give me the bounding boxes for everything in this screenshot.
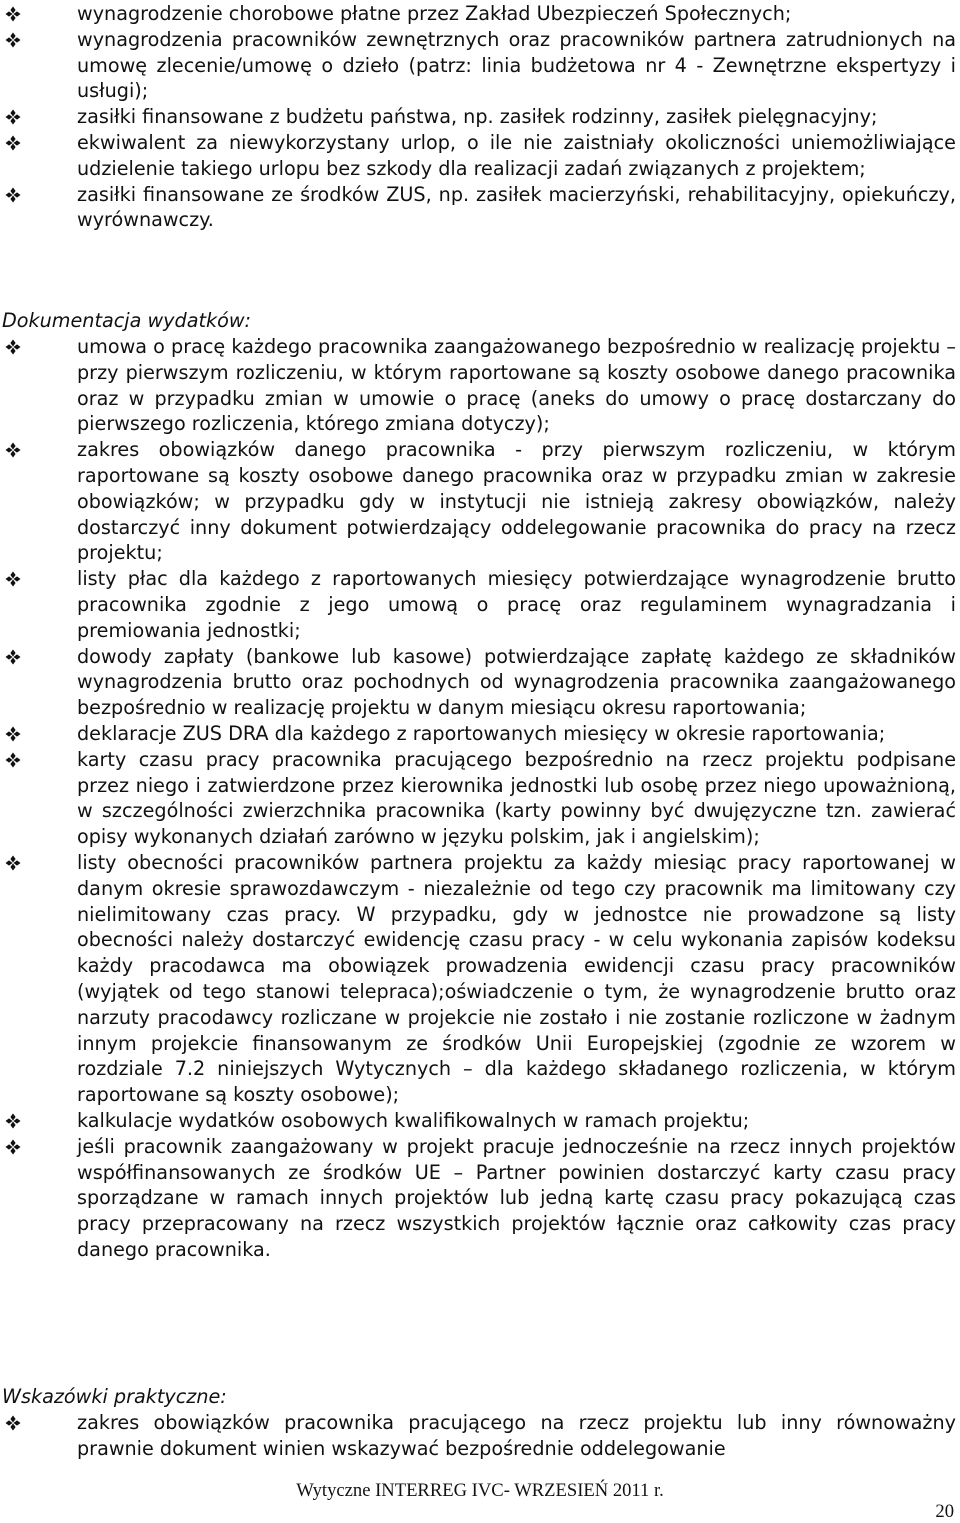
list-item-text: listy płac dla każdego z raportowanych miesięcy potwierdzające wynagrodzenie brutto pracownika zgodnie z jego umową o pracę oraz regulaminem wynagradzania i premiowania jednostki; <box>77 567 956 642</box>
four-diamond-bullet-icon <box>5 649 21 665</box>
four-diamond-bullet-icon <box>5 571 21 587</box>
four-diamond-bullet-icon <box>5 135 21 151</box>
four-diamond-bullet-icon <box>5 442 21 458</box>
list-item-text: zakres obowiązków danego pracownika - przy pierwszym rozliczeniu, w którym raportowane są koszty osobowe danego pracownika oraz w przypadku zmian w zakresie obowiązków; w przypadku gdy w instytucji nie istnieją zakresy obowiązków, należy dostarczyć inny dokument potwierdzający oddelegowanie pracownika do pracy na rzecz projektu; <box>77 438 956 565</box>
heading-practical-tips: Wskazówki praktyczne: <box>2 1385 227 1408</box>
list-item <box>0 182 960 234</box>
list-item <box>0 566 960 643</box>
four-diamond-bullet-icon <box>5 187 21 203</box>
list-item-text: zasiłki finansowane ze środków ZUS, np. zasiłek macierzyński, rehabilitacyjny, opiekuńczy, wyrównawczy. <box>77 182 956 232</box>
list-item <box>0 850 960 1108</box>
list-item <box>0 130 960 182</box>
list-item <box>0 644 960 721</box>
list-item-text: kalkulacje wydatków osobowych kwalifikowalnych w ramach projektu; <box>77 1108 750 1132</box>
list-item-text: jeśli pracownik zaangażowany w projekt pracuje jednocześnie na rzecz innych projektów współfinansowanych ze środków UE – Partner powinien dostarczyć karty czasu pracy sporządzane w ramach innych projektów lub jedną kartę czasu pracy pokazującą czas pracy przepracowany na rzecz wszystkich projektów łącznie oraz całkowity czas pracy danego pracownika. <box>77 1134 956 1261</box>
list-item-text: wynagrodzenia pracowników zewnętrznych oraz pracowników partnera zatrudnionych na umowę zlecenie/umowę o dzieło (patrz: linia budżetowa nr 4 - Zewnętrzne ekspertyzy i usługi); <box>77 27 956 103</box>
list-item <box>0 721 960 747</box>
list-item-text: dowody zapłaty (bankowe lub kasowe) potwierdzające zapłatę każdego ze składników wynagrodzenia brutto oraz pochodnych od wynagrodzenia pracownika zaangażowanego bezpośrednio w realizację projektu w danym miesiącu okresu raportowania; <box>77 644 956 720</box>
list-documentation <box>0 334 960 1263</box>
heading-documentation: Dokumentacja wydatków: <box>2 309 251 332</box>
four-diamond-bullet-icon <box>5 855 21 871</box>
list-item-text: listy obecności pracowników partnera projektu za każdy miesiąc pracy raportowanej w danym okresie sprawozdawczym - niezależnie od tego czy pracownik ma limitowany czy nielimitowany czas pracy. W przypadku, gdy w jednostce nie prowadzone są listy obecności należy dostarczyć ewidencję czasu pracy - w celu wykonania zapisów kodeksu każdy pracodawca ma obowiązek prowadzenia ewidencji czasu pracy pracowników (wyjątek od tego stanowi telepraca);oświadczenie o tym, że wynagrodzenie brutto oraz narzuty pracodawcy rozliczane w projekcie nie zostało i nie zostanie rozliczone w żadnym innym projekcie finansowanym ze środków Unii Europejskiej (zgodnie ze wzorem w rozdziale 7.2 niniejszych Wytycznych – dla każdego składanego rozliczenia, w którym raportowane są koszty osobowe); <box>77 850 956 1107</box>
list-item-text: karty czasu pracy pracownika pracującego bezpośrednio na rzecz projektu podpisane przez niego i zatwierdzone przez kierownika jednostki lub osobę przez niego upoważnioną, w szczególności zwierzchnika pracownika (karty powinny być dwujęzyczne tzn. zawierać opisy wykonanych działań zarówno w języku polskim, jak i angielskim); <box>77 747 956 849</box>
four-diamond-bullet-icon <box>5 32 21 48</box>
list-item-text: umowa o pracę każdego pracownika zaangażowanego bezpośrednio w realizację projektu – przy pierwszym rozliczeniu, w którym raportowane są koszty osobowe danego pracownika oraz w przypadku zmian w umowie o pracę (aneks do umowy o pracę dostarczany do pierwszego rozliczenia, którego zmiana dotyczy); <box>77 335 956 436</box>
list-item <box>0 747 960 850</box>
list-item-text: zasiłki finansowane z budżetu państwa, np. zasiłek rodzinny, zasiłek pielęgnacyjny; <box>77 105 878 129</box>
list-item-text: deklaracje ZUS DRA dla każdego z raportowanych miesięcy w okresie raportowania; <box>77 721 886 745</box>
list-item <box>0 437 960 566</box>
list-item-text: ekwiwalent za niewykorzystany urlop, o ile nie zaistniały okoliczności uniemożliwiające udzielenie takiego urlopu bez szkody dla realizacji zadań związanych z projektem; <box>77 130 956 180</box>
list-excluded-costs <box>0 1 960 233</box>
list-item <box>0 1134 960 1263</box>
list-item <box>0 334 960 437</box>
four-diamond-bullet-icon <box>5 339 21 355</box>
list-item <box>0 104 960 130</box>
four-diamond-bullet-icon <box>5 109 21 125</box>
list-practical-tips <box>0 1410 960 1462</box>
list-item <box>0 1108 960 1134</box>
list-item-text: wynagrodzenie chorobowe płatne przez Zakład Ubezpieczeń Społecznych; <box>77 2 792 25</box>
list-item <box>0 1 960 27</box>
list-item <box>0 27 960 104</box>
footer-text: Wytyczne INTERREG IVC- WRZESIEŃ 2011 r. <box>296 1480 664 1501</box>
four-diamond-bullet-icon <box>5 6 21 22</box>
four-diamond-bullet-icon <box>5 1113 21 1129</box>
list-item <box>0 1410 960 1462</box>
page-number: 20 <box>935 1501 954 1522</box>
four-diamond-bullet-icon <box>5 1415 21 1431</box>
four-diamond-bullet-icon <box>5 752 21 768</box>
four-diamond-bullet-icon <box>5 1139 21 1155</box>
list-item-text: zakres obowiązków pracownika pracującego na rzecz projektu lub inny równoważny prawnie dokument winien wskazywać bezpośrednie oddelegowanie <box>77 1411 956 1460</box>
four-diamond-bullet-icon <box>5 726 21 742</box>
